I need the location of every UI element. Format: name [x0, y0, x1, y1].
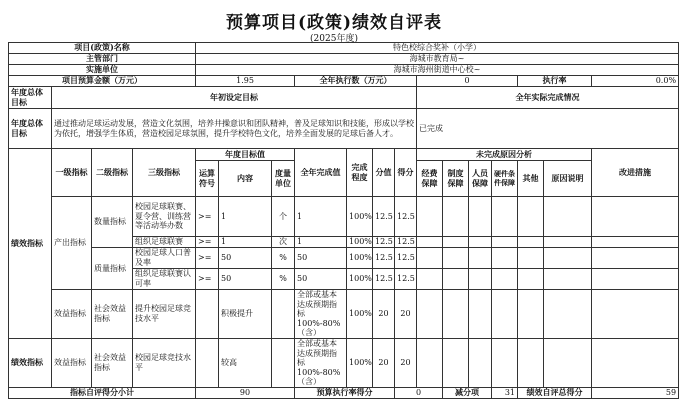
row-r1	[417, 197, 443, 237]
row-op	[196, 338, 219, 387]
row-content: 积极提升	[219, 290, 272, 339]
row-done: 全部或基本达成预期指标100%-80%（含）	[295, 290, 347, 339]
info-row-project	[9, 43, 679, 54]
quantity-label: 数量指标	[92, 197, 133, 248]
output-label: 产出指标	[52, 197, 92, 290]
exec-rate-value: 0.0%	[592, 76, 679, 87]
row-weight: 12.5	[373, 237, 395, 248]
goal-actual-header: 全年实际完成情况	[417, 87, 679, 109]
social-label: 社会效益指标	[92, 290, 133, 339]
header-improve: 改进措施	[592, 149, 679, 197]
row-r4	[492, 197, 518, 237]
budget-label: 项目预算金额（万元）	[9, 76, 196, 87]
row-r1	[417, 237, 443, 248]
goal-initial-header: 年初设定目标	[52, 87, 417, 109]
total-label: 绩效自评总得分	[518, 387, 592, 398]
table-row	[9, 197, 679, 237]
row-weight: 20	[373, 290, 395, 339]
row-r3	[469, 248, 492, 269]
row-content: 1	[219, 197, 272, 237]
info-row-dept	[9, 54, 679, 65]
row-r5	[518, 338, 544, 387]
row-op	[196, 290, 219, 339]
row-improve	[592, 338, 679, 387]
row-r2	[443, 269, 469, 290]
header-r2: 制度保障	[443, 161, 469, 197]
row-score: 12.5	[395, 197, 417, 237]
row-op: >=	[196, 237, 219, 248]
row-degree: 100%	[347, 290, 373, 339]
goal-section-label: 年度总体目标	[9, 87, 52, 109]
table-row	[9, 290, 679, 339]
row-weight: 20	[373, 338, 395, 387]
row-content: 1	[219, 237, 272, 248]
row-done: 50	[295, 269, 347, 290]
row-name: 校园足球人口普及率	[133, 248, 196, 269]
header-level3: 三级指标	[133, 149, 196, 197]
row-unit	[272, 290, 295, 339]
dept-value: 海城市教育局~	[196, 54, 679, 65]
subtotal-label: 指标自评得分小计	[9, 387, 196, 398]
minus-value: 31	[492, 387, 518, 398]
row-degree: 100%	[347, 197, 373, 237]
row-r6	[544, 197, 592, 237]
row-r3	[469, 197, 492, 237]
info-row-unit	[9, 65, 679, 76]
header-content: 内容	[219, 161, 272, 197]
indicator-header-row-1	[9, 149, 679, 161]
row-score: 20	[395, 338, 417, 387]
row-score: 20	[395, 290, 417, 339]
total-value: 59	[592, 387, 679, 398]
project-name-label: 项目(政策)名称	[9, 43, 196, 54]
exec-amount-value: 0	[417, 76, 518, 87]
benefit-label: 效益指标	[52, 290, 92, 339]
row-content: 50	[219, 269, 272, 290]
row-unit: 个	[272, 197, 295, 237]
row-degree: 100%	[347, 269, 373, 290]
budget-value: 1.95	[196, 76, 295, 87]
row-weight: 12.5	[373, 248, 395, 269]
row-op: >=	[196, 248, 219, 269]
row-unit	[272, 338, 295, 387]
exec-rate-label: 执行率	[518, 76, 592, 87]
row-r6	[544, 248, 592, 269]
section2-label: 绩效指标	[9, 338, 52, 387]
goal-actual-text: 已完成	[417, 109, 679, 149]
exec-score-value: 0	[395, 387, 443, 398]
row-r4	[492, 338, 518, 387]
exec-amount-label: 全年执行数（万元）	[295, 76, 417, 87]
row-r4	[492, 269, 518, 290]
row-unit: 次	[272, 237, 295, 248]
unit-label: 实施单位	[9, 65, 196, 76]
row-r4	[492, 248, 518, 269]
row-r6	[544, 269, 592, 290]
section1-label: 绩效指标	[9, 149, 52, 339]
row-done: 50	[295, 248, 347, 269]
row-r6	[544, 237, 592, 248]
row-score: 12.5	[395, 248, 417, 269]
row-r2	[443, 290, 469, 339]
row-r1	[417, 338, 443, 387]
row-done: 1	[295, 237, 347, 248]
header-score: 得分	[395, 149, 417, 197]
dept-label: 主管部门	[9, 54, 196, 65]
row-name: 组织足球联赛认可率	[133, 269, 196, 290]
goal-initial-text: 通过推动足球运动发展，营造文化氛围，培养井操意识和团队精神，普及足球知识和技能，形成以学校为依托，增强学生体质，营造校园足球氛围，提升学校特色文化，培养全面发展的足球后备人才。	[52, 109, 417, 149]
header-r1: 经费保障	[417, 161, 443, 197]
header-degree: 完成程度	[347, 149, 373, 197]
goal-header-row	[9, 87, 679, 109]
row-score: 12.5	[395, 269, 417, 290]
exec-score-label: 预算执行率得分	[295, 387, 395, 398]
row-r3	[469, 237, 492, 248]
row-r5	[518, 290, 544, 339]
header-r4: 硬件条件保障	[492, 161, 518, 197]
table-row	[9, 248, 679, 269]
row-improve	[592, 237, 679, 248]
header-r5: 其他	[518, 161, 544, 197]
row-improve	[592, 197, 679, 237]
row-r3	[469, 269, 492, 290]
row-r6	[544, 338, 592, 387]
row-improve	[592, 248, 679, 269]
row-degree: 100%	[347, 338, 373, 387]
row-r1	[417, 290, 443, 339]
row-op: >=	[196, 269, 219, 290]
header-level2: 二级指标	[92, 149, 133, 197]
header-completed: 全年完成值	[295, 149, 347, 197]
info-row-budget	[9, 76, 679, 87]
header-level1: 一级指标	[52, 149, 92, 197]
unit-value: 海城市海州街道中心校~	[196, 65, 679, 76]
minus-label: 减分项	[443, 387, 492, 398]
row-name: 组织足球联赛	[133, 237, 196, 248]
footer-row	[9, 387, 679, 398]
header-r3: 人员保障	[469, 161, 492, 197]
row-r5	[518, 197, 544, 237]
evaluation-table	[8, 42, 679, 399]
header-r6: 原因说明	[544, 161, 592, 197]
row-done: 1	[295, 197, 347, 237]
table-row	[9, 338, 679, 387]
row-r6	[544, 290, 592, 339]
row-name: 校园足球联赛、夏令营、训练营等活动举办数	[133, 197, 196, 237]
row-r1	[417, 269, 443, 290]
subtotal-value: 90	[196, 387, 295, 398]
row-degree: 100%	[347, 237, 373, 248]
row-content: 较高	[219, 338, 272, 387]
goal-text-row	[9, 109, 679, 149]
quality-label: 质量指标	[92, 248, 133, 290]
benefit-label: 效益指标	[52, 338, 92, 387]
row-r5	[518, 269, 544, 290]
row-r3	[469, 338, 492, 387]
page-title: 预算项目(政策)绩效自评表	[225, 13, 443, 33]
row-improve	[592, 290, 679, 339]
row-degree: 100%	[347, 248, 373, 269]
row-r2	[443, 197, 469, 237]
row-r4	[492, 237, 518, 248]
header-target-group: 年度目标值	[196, 149, 295, 161]
year-subtitle: (2025年度)	[310, 34, 358, 44]
project-name-value: 特色校综合奖补（小学）	[196, 43, 679, 54]
row-score: 12.5	[395, 237, 417, 248]
header-weight: 分值	[373, 149, 395, 197]
row-improve	[592, 269, 679, 290]
row-op: >=	[196, 197, 219, 237]
social-label: 社会效益指标	[92, 338, 133, 387]
row-r2	[443, 338, 469, 387]
row-r2	[443, 248, 469, 269]
row-r4	[492, 290, 518, 339]
row-content: 50	[219, 248, 272, 269]
row-r5	[518, 237, 544, 248]
row-r3	[469, 290, 492, 339]
row-r1	[417, 248, 443, 269]
header-unit: 度量单位	[272, 161, 295, 197]
row-name: 校园足球竞技水平	[133, 338, 196, 387]
row-r2	[443, 237, 469, 248]
row-weight: 12.5	[373, 269, 395, 290]
row-r5	[518, 248, 544, 269]
row-unit: %	[272, 248, 295, 269]
goal-row-label: 年度总体目标	[9, 109, 52, 149]
header-op: 运算符号	[196, 161, 219, 197]
row-weight: 12.5	[373, 197, 395, 237]
row-unit: %	[272, 269, 295, 290]
row-name: 提升校园足球竞技水平	[133, 290, 196, 339]
header-reason-group: 未完成原因分析	[417, 149, 592, 161]
row-done: 全部或基本达成预期指标100%-80%（含）	[295, 338, 347, 387]
